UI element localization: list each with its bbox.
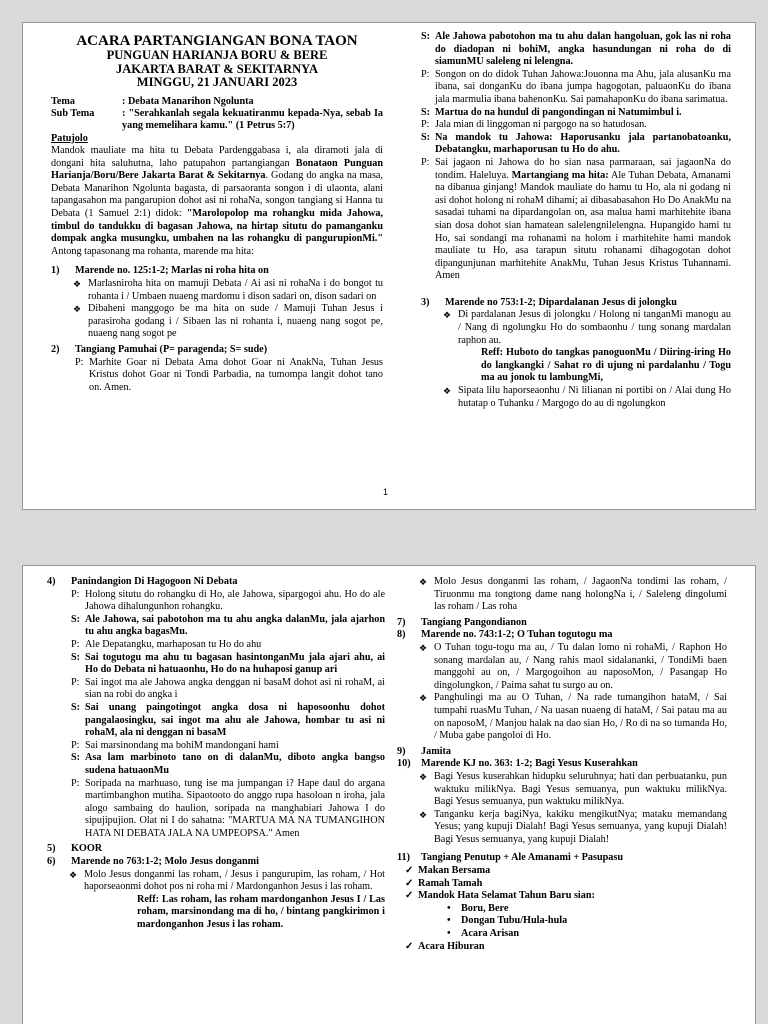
prayer-cue: Martangiang ma hita: bbox=[511, 169, 609, 181]
dialog-text: Sai marsinondang ma bohiM mandongani hami bbox=[85, 739, 279, 751]
dialog-s4 bbox=[47, 752, 385, 777]
closing-subitem-3 bbox=[397, 928, 727, 941]
section-8-verse-1 bbox=[397, 642, 727, 692]
section-2-prayer bbox=[51, 357, 383, 395]
section-6-heading bbox=[47, 856, 385, 869]
section-7-number: 7) bbox=[397, 616, 406, 628]
subtema-label: Sub Tema bbox=[51, 107, 95, 119]
page-2-left-column bbox=[47, 576, 385, 932]
subtema-value: : "Serahkanlah segala kekuatiranmu kepada-Nya, sebab Ia yang memelihara kamu." (1 Petrus 5:7) bbox=[122, 107, 383, 131]
closing-subitem-text: Boru, Bere bbox=[461, 902, 509, 914]
dialog-p3 bbox=[47, 677, 385, 702]
responsive-s3 bbox=[421, 132, 731, 157]
dialog-text: Sai unang paingotingot angka dosa ni haposoonhu dohot pangalaosingku, sai ingot ma ahu ale Jahowa, hombar tu asi ni rohaM, ala ni denggan ni basaM bbox=[85, 701, 385, 739]
section-11-heading bbox=[397, 852, 727, 865]
section-9-title: Jamita bbox=[421, 745, 451, 757]
subtitle-line-2: JAKARTA BARAT & SEKITARNYA bbox=[115, 61, 319, 76]
speaker-label: S: bbox=[421, 31, 431, 42]
bullet-icon: ❖ bbox=[419, 642, 428, 653]
section-1-verse-1 bbox=[51, 278, 383, 303]
dialog-text: Ale Depatangku, marhaposan tu Ho do ahu bbox=[85, 638, 262, 650]
verse-text: O Tuhan togu-togu ma au, / Tu dalan lomo ni rohaMi, / Raphon Ho sonang mardalan au, / Nang rahis maol sidalananki, / TondiMi baen manggohi au on, / Margogoihon au naposoMon, / Pasangap Ho dingolungkon, / Paima sahat tu surgo au on. bbox=[434, 641, 727, 691]
closing-subitem-text: Acara Arisan bbox=[461, 928, 520, 940]
dialog-text: Asa lam marbinoto tano on di dalanMu, diboto angka bangso sudena hatuaonMu bbox=[85, 752, 385, 776]
section-6-verse-2 bbox=[397, 576, 727, 614]
tema-value: : Debata Manarihon Ngolunta bbox=[122, 95, 254, 107]
closing-item-2 bbox=[397, 878, 727, 891]
section-7-title: Tangiang Pangondianon bbox=[421, 616, 527, 628]
checkmark-icon: ✓ bbox=[405, 865, 414, 877]
dot-icon: • bbox=[447, 915, 451, 927]
verse-text: Molo Jesus donganmi las roham, / JagaonNa tondimi las roham, / Tiruonmu ma tongtong dame nang holongNa i, / Saleleng dingolumi las roham / Las roha bbox=[434, 576, 727, 613]
patujolo-quote: "Marolopolop ma rohangku mida Jahowa, timbul do tandukku di bagasan Jahowa, na hirtap situtu do pamanganku dompak angka musungku, umbahen na las rohangku di pangurupionMi." bbox=[51, 208, 383, 245]
dialog-text: Sai togutogu ma ahu tu bagasan hasintonganMu jala ajari ahu, ai Ho do Debata ni hatuaonhu, Ho do na huhaposi ganup ari bbox=[85, 651, 385, 676]
speaker-label: P: bbox=[71, 588, 80, 600]
bullet-icon: ❖ bbox=[419, 577, 428, 587]
speaker-label: P: bbox=[421, 156, 430, 168]
section-1-verse-2 bbox=[51, 303, 383, 341]
responsive-p3 bbox=[421, 157, 731, 283]
page-number: 1 bbox=[383, 487, 389, 497]
checkmark-icon: ✓ bbox=[405, 940, 414, 952]
closing-item-text: Ramah Tamah bbox=[418, 877, 483, 889]
section-8-number: 8) bbox=[397, 629, 406, 641]
dialog-p5 bbox=[47, 778, 385, 841]
verse-text: Bagi Yesus kuserahkan hidupku seluruhnya; hati dan perbuatanku, pun waktuku milikNya. Bagi Yesus semuanya, pun waktuku milikNya. Bagi Yesus semuanya, pun waktuku milikNya. bbox=[434, 770, 727, 808]
section-10-number: 10) bbox=[397, 758, 411, 770]
section-5-heading bbox=[47, 843, 385, 856]
closing-item-text: Mandok Hata Selamat Tahun Baru sian: bbox=[418, 890, 595, 902]
patujolo-event-name: Bonataon Punguan Harianja/Boru/Bere Jakarta Barat & Sekitarnya bbox=[51, 157, 384, 182]
closing-item-4 bbox=[397, 941, 727, 954]
dialog-text: Soripada na marhuaso, tung ise ma jumpangan i? Hape daul do argana martimbanghon mutiha. Sipaotooto do anggo rupa hasoloan n iroha, jala alogo sambaing do haulion, soripada na manghabiari Jahowa I do sipujipujion. Olat ni I do sahatna: "MARTUA MA NA TUMANGIHON HATA NI DEBATA JALA NA UMPEOPSA." Amen bbox=[85, 777, 385, 839]
section-2-number: 2) bbox=[51, 344, 60, 355]
document-title: ACARA PARTANGIANGAN BONA TAON bbox=[76, 33, 358, 49]
verse-text: Panghulingi ma au O Tuhan, / Na rade tumangihon hataM, / Sai tumpahi ruasMu Tuhan, / Na uasan nuaeng di hataM, / Sai patau ma au on naposoM, / Manjou halak na dao sian Ho, / Ro di na so tumanda Ho, / Muba gabe pangoloi di Ho. bbox=[434, 692, 727, 742]
page-2 bbox=[22, 565, 756, 1024]
speaker-label: P: bbox=[421, 68, 430, 80]
dialog-p2 bbox=[47, 639, 385, 652]
speaker-label: S: bbox=[71, 613, 81, 625]
dialog-text: Sai ingot ma ale Jahowa angka denggan ni basaM dohot asi ni rohaM, ai sian na robi do angka i bbox=[85, 676, 385, 701]
speaker-label: P: bbox=[71, 676, 80, 688]
section-9-number: 9) bbox=[397, 745, 406, 757]
closing-item-text: Acara Hiburan bbox=[418, 940, 485, 952]
verse-text: Sipata lilu haporseaonhu / Ni lilianan ni portibi on / Alai dung Ho hutatap o Tuhanku / Margogo do au di ngolungkon bbox=[458, 385, 731, 409]
section-3-verse-1 bbox=[421, 309, 731, 347]
speaker-label: S: bbox=[71, 701, 81, 713]
response-text: Ale Jahowa pabotohon ma tu ahu dalan hangoluan, gok las ni roha do diadopan ni bohiM, angka hasundungan ni roha do di siamunMU saleleng ni lelengna. bbox=[435, 31, 731, 68]
section-3-refrain: Reff: Huboto do tangkas panoguonMu / Diiring-iring Ho do langkangki / Sahat ro di ujung ni pardalanhu / Togu ma au jonok tu lambungMi, bbox=[481, 347, 731, 384]
bullet-icon: ❖ bbox=[69, 869, 78, 880]
response-text: Martua do na hundul di pangondingan ni Natumimbul i. bbox=[435, 106, 682, 118]
patujolo-heading: Patujolo bbox=[51, 132, 88, 144]
section-4-number: 4) bbox=[47, 576, 56, 587]
responsive-s1 bbox=[421, 31, 731, 69]
section-4-title: Panindangion Di Hagogoon Ni Debata bbox=[71, 576, 238, 587]
section-2-title: Tangiang Pamuhai (P= paragenda; S= sude) bbox=[75, 344, 268, 355]
section-6-title: Marende no 763:1-2; Molo Jesus donganmi bbox=[71, 856, 260, 868]
response-text-part: Ale Tuhan Debata, Amanami na dibanua ginjang! Mandok mauliate do hamu tu Ho, ala ni godang ni asi dohot holong ni rohaM dihami; ai dibasabasahon Ho Do AnakMu na sasadai tuhami na dipardangolan on, asa malua hami marhitehite ibana sian dosa dohot sian hamatean salelengnilelengna. Hupangido hami tu Ho, sai sondangi ma rohanami na holom i marhitehite hami mandok mauliate tu Ho, asa tarapun situtu rohanami dihagogotan dohot dipangunjunan marhitehite AnakMu, Tuhan Jesus Kristus Tuhannami. Amen bbox=[435, 169, 731, 282]
dialog-p1 bbox=[47, 589, 385, 614]
section-6-verse-1 bbox=[47, 869, 385, 894]
section-3-number: 3) bbox=[421, 296, 430, 308]
response-text: Songon on do didok Tuhan Jahowa:Jouonna ma Ahu, jala alusanKu ma ibana, sai donganKu do ibana jumpa hagogotan, paluaonKu do ibana jala marmulia ibana bahenonKu. Sai pamahaponKu do ibana sarimatua. bbox=[435, 68, 731, 105]
closing-item-3 bbox=[397, 890, 727, 903]
response-text-part: Sai jagaon ni Jahowa do ho sian nasa parmaraan, sai jagaonNa do tondim. Haleluya. bbox=[435, 156, 731, 181]
response-text: Jala mian di linggoman ni pargogo na so hatudosan. bbox=[435, 119, 647, 131]
section-6-number: 6) bbox=[47, 856, 56, 868]
patujolo-paragraph bbox=[51, 145, 383, 258]
speaker-label: P: bbox=[71, 777, 80, 789]
subtema-row bbox=[51, 108, 383, 132]
closing-item-text: Makan Bersama bbox=[418, 865, 491, 877]
section-9-heading bbox=[397, 746, 727, 759]
section-3-title: Marende no 753:1-2; Dipardalanan Jesus di jolongku bbox=[445, 296, 677, 308]
prayer-text: Marhite Goar ni Debata Ama dohot Goar ni AnakNa, Tuhan Jesus Kristus dohot Goar ni Tondi Parbadia, na tumompa langit dohot tano on. Amen. bbox=[89, 356, 383, 393]
speaker-label: S: bbox=[421, 106, 431, 118]
verse-text: Dibaheni manggogo be ma hita on sude / Mamuji Tuhan Jesus i parasiroha godang i / Sibaen las ni rohanta i, nuaeng nang sogot pe, nuaeng nang sogot pe bbox=[88, 303, 383, 340]
page-1-left-column bbox=[51, 33, 383, 394]
section-10-heading bbox=[397, 758, 727, 771]
bullet-icon: ❖ bbox=[443, 386, 452, 397]
section-10-verse-2 bbox=[397, 809, 727, 847]
section-1-number: 1) bbox=[51, 265, 60, 277]
page-1-right-column bbox=[421, 31, 731, 410]
verse-text: Di pardalanan Jesus di jolongku / Holong ni tanganMi manogu au / Nang di ngolungku Ho do sombaonhu / tung sonang mardalan raphon au. bbox=[458, 309, 731, 346]
section-3-verse-2 bbox=[421, 385, 731, 410]
response-text bbox=[435, 157, 731, 283]
checkmark-icon: ✓ bbox=[405, 890, 414, 902]
section-8-verse-2 bbox=[397, 692, 727, 742]
dot-icon: • bbox=[447, 902, 451, 914]
verse-text: Marlasniroha hita on mamuji Debata / Ai asi ni rohaNa i do bongot tu rohanta i / Umbaen nuaeng mardomu i dison sadari on, dison sadari on bbox=[88, 278, 383, 302]
section-3-heading bbox=[421, 297, 731, 310]
speaker-label: P: bbox=[71, 739, 80, 751]
closing-item-1 bbox=[397, 865, 727, 878]
subtitle-line-1: PUNGUAN HARIANJA BORU & BERE bbox=[106, 48, 328, 62]
bullet-icon: ❖ bbox=[419, 771, 428, 782]
section-7-heading bbox=[397, 617, 727, 630]
closing-subitem-2 bbox=[397, 915, 727, 928]
patujolo-text-1: Mandok mauliate ma hita tu Debata Pardenggabasa i, ala diramoti jala di dongani hita saluhutna, laho patupahon partangiangan bbox=[51, 145, 383, 169]
section-1-heading bbox=[51, 265, 383, 278]
responsive-p1 bbox=[421, 69, 731, 107]
patujolo-text-2: . Godang do angka na masa, Debata Manarihon Ngolunta bagasta, di parsaoranta songon i di ulaonta, alani tapangasahon ma pangarupion dohot asi ni rohaNa, songon tangiang si Hanna tu Debata (1 Samuel 2:1) didok: bbox=[51, 170, 383, 220]
bullet-icon: ❖ bbox=[443, 310, 452, 321]
responsive-s2 bbox=[421, 107, 731, 120]
dot-icon: • bbox=[447, 928, 451, 940]
speaker-label: P: bbox=[71, 638, 80, 650]
section-5-title: KOOR bbox=[71, 843, 103, 855]
closing-subitem-text: Dongan Tubu/Hula-hula bbox=[461, 915, 568, 927]
section-10-verse-1 bbox=[397, 771, 727, 809]
page-1 bbox=[22, 22, 756, 510]
bullet-icon: ❖ bbox=[419, 809, 428, 820]
section-6-refrain: Reff: Las roham, las roham mardonganhon Jesus I / Las roham, marsinondang ma di ho, / bintang pangkirimon i mardonganhon Jesus i las roham. bbox=[137, 893, 385, 931]
speaker-label: S: bbox=[421, 131, 431, 143]
section-8-title: Marende no. 743:1-2; O Tuhan togutogu ma bbox=[421, 629, 613, 641]
speaker-label: P: bbox=[421, 119, 430, 131]
section-11-number: 11) bbox=[397, 852, 411, 864]
response-text: Na mandok tu Jahowa: Haporusanku jala partanobatoanku, Debatangku, marhaporusan tu Ho do ahu. bbox=[435, 131, 731, 156]
verse-text: Molo Jesus donganmi las roham, / Jesus i pangurupim, las roham, / Hot haporseaonmi dohot pos ni roha mi / Mardonganhon Jesus i las roham. bbox=[84, 868, 385, 893]
tema-row bbox=[51, 96, 383, 108]
dialog-text: Ale Jahowa, sai pabotohon ma tu ahu angka dalanMu, jala ajarhon tu ahu angka bagasMu. bbox=[85, 613, 385, 638]
dialog-s3 bbox=[47, 702, 385, 740]
section-1-title: Marende no. 125:1-2; Marlas ni roha hita on bbox=[75, 265, 269, 277]
page-2-right-column bbox=[397, 576, 727, 953]
closing-subitem-1 bbox=[397, 903, 727, 916]
bullet-icon: ❖ bbox=[419, 693, 428, 704]
subtitle-line-3: MINGGU, 21 JANUARI 2023 bbox=[136, 75, 298, 89]
section-2-heading bbox=[51, 344, 383, 357]
responsive-p2 bbox=[421, 119, 731, 132]
bullet-icon: ❖ bbox=[73, 279, 82, 290]
dialog-s1 bbox=[47, 614, 385, 639]
dialog-text: Holong situtu do rohangku di Ho, ale Jahowa, sipargogoi ahu. Ho do ale Jahowa dihalungunhon rohangku. bbox=[85, 588, 385, 613]
verse-text: Tanganku kerja bagiNya, kakiku mengikutNya; mataku memandang Yesus; yang kupuji Dialah! Bagi Yesus semuanya, yang kupuji Dialah! Bagi Yesus semuanya, yang kupuji Dialah! bbox=[434, 808, 727, 845]
section-8-heading bbox=[397, 629, 727, 642]
bullet-icon: ❖ bbox=[73, 304, 82, 315]
section-10-title: Marende KJ no. 363: 1-2; Bagi Yesus Kuserahkan bbox=[421, 758, 638, 770]
patujolo-text-3: Antong tapasonang ma rohanta, marende ma hita: bbox=[51, 245, 254, 257]
dialog-s2 bbox=[47, 652, 385, 677]
speaker-label: S: bbox=[71, 651, 81, 663]
section-4-heading bbox=[47, 576, 385, 589]
speaker-label: P: bbox=[75, 356, 84, 368]
speaker-label: S: bbox=[71, 752, 81, 764]
section-5-number: 5) bbox=[47, 843, 56, 855]
checkmark-icon: ✓ bbox=[405, 877, 414, 889]
section-11-title: Tangiang Penutup + Ale Amanami + Pasupasu bbox=[421, 852, 624, 864]
dialog-p4 bbox=[47, 740, 385, 753]
tema-label: Tema bbox=[51, 95, 75, 107]
